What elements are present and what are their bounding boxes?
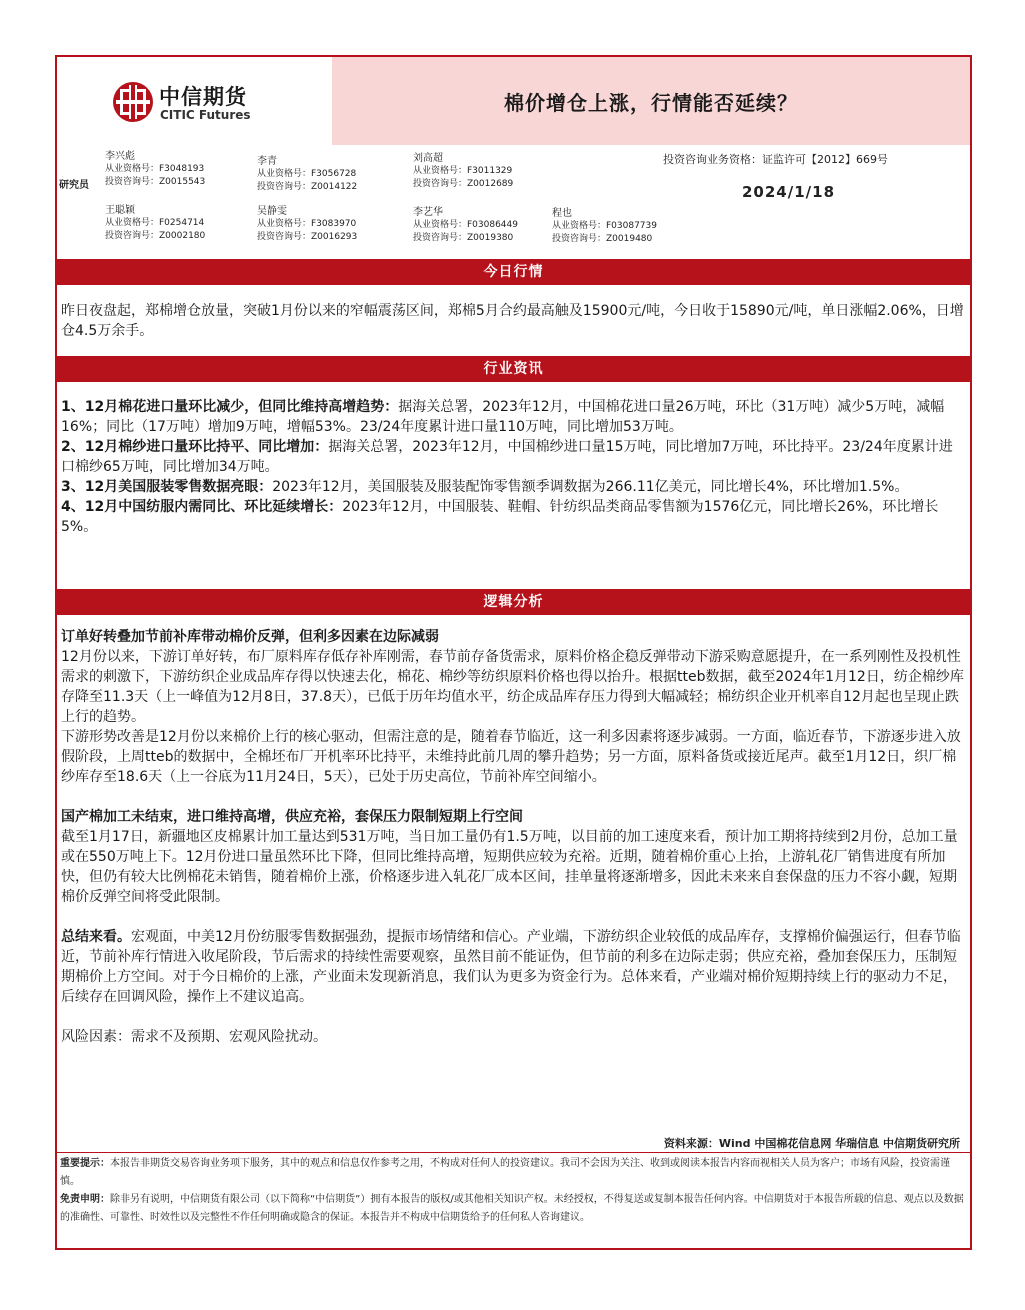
list-item <box>61 477 966 497</box>
analyst-consult: 投资咨询号：Z0015543 <box>105 177 206 187</box>
report-frame <box>55 55 972 1250</box>
analyst-license: 从业资格号：F3048193 <box>105 164 205 174</box>
analyst-name: 程也 <box>552 208 572 219</box>
section-bar-logic: 逻辑分析 <box>57 589 970 615</box>
logo-english: CITIC Futures <box>160 108 251 122</box>
today-market-text <box>61 301 966 341</box>
analyst-name: 李兴彪 <box>105 151 135 162</box>
notice-label: 重要提示： <box>60 1158 110 1169</box>
analyst-consult: 投资咨询号：Z0019480 <box>552 234 653 244</box>
notice-text: 本报告非期货交易咨询业务项下服务，其中的观点和信息仅作参考之用，不构成对任何人的投资建议。我司不会因为关注、收到或阅读本报告内容而视相关人员为客户；市场有风险，投资需谨慎。 <box>60 1158 950 1187</box>
section-bar-industry: 行业资讯 <box>57 356 970 382</box>
analyst-name: 刘高超 <box>413 153 443 164</box>
analyst-consult: 投资咨询号：Z0012689 <box>413 179 514 189</box>
analyst-consult: 投资咨询号：Z0016293 <box>257 232 358 242</box>
paragraph-body: 12月份以来，下游订单好转，布厂原料库存低存补库刚需，春节前存备货需求，原料价格企稳反弹带动下游采购意愿提升，在一系列刚性及投机性需求的刺激下，下游纺织企业成品库存得以快速去化，棉花、棉纱等纺织原料价格也得以抬升。根据tteb数据，截至2024年1月12日，纺企棉纱库存降至11.3天（上一峰值为12月8日，37.8天），已低于历年均值水平，纺企成品库存压力得到大幅减轻；棉纺织企业开机率自12月起也呈现止跌上行的趋势。 <box>61 649 964 725</box>
disclaimer-block <box>60 1155 967 1227</box>
analyst-card <box>257 155 357 194</box>
important-notice <box>60 1155 967 1191</box>
section-bar-today: 今日行情 <box>57 259 970 285</box>
report-header <box>57 57 970 145</box>
logo-chinese: 中信期货 <box>159 85 247 109</box>
analyst-card <box>413 206 518 245</box>
news-body: 据海关总署，2023年12月，中国棉纱进口量15万吨，同比增加7万吨，环比持平。23/24年度累计进口棉纱65万吨，同比增加34万吨。 <box>61 439 953 475</box>
news-body: 2023年12月，美国服装及服装配饰零售额季调数据为266.11亿美元，同比增长4%，环比增加1.5%。 <box>272 479 909 495</box>
analyst-card <box>413 152 513 191</box>
analyst-card <box>105 204 205 243</box>
news-lead: 1、12月棉花进口量环比减少，但同比维持高增趋势： <box>61 399 399 415</box>
paragraph-heading: 国产棉加工未结束，进口维持高增，供应充裕，套保压力限制短期上行空间 <box>61 809 523 825</box>
disclaimer-statement <box>60 1191 967 1227</box>
qualification-text: 投资咨询业务资格：证监许可【2012】669号 <box>663 153 888 166</box>
analyst-consult: 投资咨询号：Z0014122 <box>257 182 358 192</box>
list-item <box>61 497 966 537</box>
report-date: 2024/1/18 <box>742 183 836 201</box>
analyst-name: 吴静雯 <box>257 206 287 217</box>
news-lead: 3、12月美国服装零售数据亮眼： <box>61 479 273 495</box>
industry-news-list <box>61 397 966 537</box>
analyst-license: 从业资格号：F03086449 <box>413 220 518 230</box>
spacer <box>61 1007 966 1027</box>
analyst-license: 从业资格号：F3083970 <box>257 219 357 229</box>
spacer <box>61 787 966 807</box>
analyst-license: 从业资格号：F3056728 <box>257 169 357 179</box>
analyst-license: 从业资格号：F3011329 <box>413 166 513 176</box>
logic-analysis-text <box>61 627 966 1047</box>
news-body: 据海关总署，2023年12月，中国棉花进口量26万吨，环比（31万吨）减少5万吨，减幅16%；同比（17万吨）增加9万吨，增幅53%。23/24年度累计进口量110万吨，同比增加53万吨。 <box>61 399 945 435</box>
analyst-consult: 投资咨询号：Z0002180 <box>105 231 206 241</box>
paragraph-heading: 订单好转叠加节前补库带动棉价反弹，但利多因素在边际减弱 <box>61 629 439 645</box>
analyst-name: 李青 <box>257 156 277 167</box>
analyst-block <box>57 145 970 259</box>
risk-factors: 风险因素：需求不及预期、宏观风险扰动。 <box>61 1029 327 1045</box>
news-body: 2023年12月，中国服装、鞋帽、针纺织品类商品零售额为1576亿元，同比增长26%，环比增长5%。 <box>61 499 939 535</box>
analyst-card <box>105 150 205 189</box>
analyst-name: 王聪颖 <box>105 205 135 216</box>
footer-divider <box>57 1152 970 1153</box>
summary-lead: 总结来看。 <box>61 929 131 945</box>
role-label: 研究员 <box>59 180 89 191</box>
analyst-consult: 投资咨询号：Z0019380 <box>413 233 514 243</box>
disclaimer-label: 免责申明： <box>60 1194 110 1205</box>
citic-logo-icon <box>112 81 154 123</box>
list-item <box>61 437 966 477</box>
paragraph-body: 下游形势改善是12月份以来棉价上行的核心驱动，但需注意的是，随着春节临近，这一利多因素将逐步减弱。一方面，临近春节，下游逐步进入放假阶段，上周tteb的数据中，全棉坯布厂开机率环比持平，未维持此前几周的攀升趋势；另一方面，原料备货或接近尾声。截至1月12日，织厂棉纱库存至18.6天（上一谷底为11月24日，5天），已处于历史高位，节前补库空间缩小。 <box>61 729 961 785</box>
analyst-license: 从业资格号：F03087739 <box>552 221 657 231</box>
analyst-name: 李艺华 <box>413 207 443 218</box>
analyst-license: 从业资格号：F0254714 <box>105 218 205 228</box>
analyst-card <box>257 205 357 244</box>
report-title: 棉价增仓上涨，行情能否延续？ <box>504 91 798 115</box>
summary-body: 宏观面，中美12月份纺服零售数据强劲，提振市场情绪和信心。产业端，下游纺织企业较低的成品库存，支撑棉价偏强运行，但春节临近，节前补库行情进入收尾阶段，节后需求的持续性需要观察，虽然目前不能证伪，但节前的利多在边际走弱；供应充裕，叠加套保压力，压制短期棉价上方空间。对于今日棉价的上涨，产业面未发现新消息，我们认为更多为资金行为。总体来看，产业端对棉价短期持续上行的驱动力不足，后续存在回调风险，操作上不建议追高。 <box>61 929 961 1005</box>
list-item <box>61 397 966 437</box>
paragraph-body: 截至1月17日，新疆地区皮棉累计加工量达到531万吨，当日加工量仍有1.5万吨，以目前的加工速度来看，预计加工期将持续到2月份，总加工量或在550万吨上下。12月份进口量虽然环比下降，但同比维持高增，短期供应较为充裕。近期，随着棉价重心上抬，上游轧花厂销售进度有所加快，但仍有较大比例棉花未销售，随着棉价上涨，价格逐步进入轧花厂成本区间，挂单量将逐渐增多，因此未来来自套保盘的压力不容小觑，短期棉价反弹空间将受此限制。 <box>61 829 958 905</box>
data-source: 资料来源：Wind 中国棉花信息网 华瑞信息 中信期货研究所 <box>663 1137 960 1150</box>
news-lead: 4、12月中国纺服内需同比、环比延续增长： <box>61 499 343 515</box>
logo-area <box>57 57 332 145</box>
spacer <box>61 907 966 927</box>
disclaimer-text: 除非另有说明，中信期货有限公司（以下简称“中信期货”）拥有本报告的版权/或其他相关知识产权。未经授权，不得复送或复制本报告任何内容。中信期货对于本报告所载的信息、观点以及数据的准确性、可靠性、时效性以及完整性不作任何明确或隐含的保证。本报告并不构成中信期货给予的任何私人咨询建议。 <box>60 1194 964 1223</box>
news-lead: 2、12月棉纱进口量环比持平、同比增加： <box>61 439 329 455</box>
today-market-paragraph: 昨日夜盘起，郑棉增仓放量，突破1月份以来的窄幅震荡区间，郑棉5月合约最高触及15900元/吨，今日收于15890元/吨，单日涨幅2.06%，日增仓4.5万余手。 <box>61 303 964 339</box>
title-area <box>332 57 970 145</box>
summary-paragraph <box>61 927 966 1007</box>
analyst-card <box>552 207 657 246</box>
